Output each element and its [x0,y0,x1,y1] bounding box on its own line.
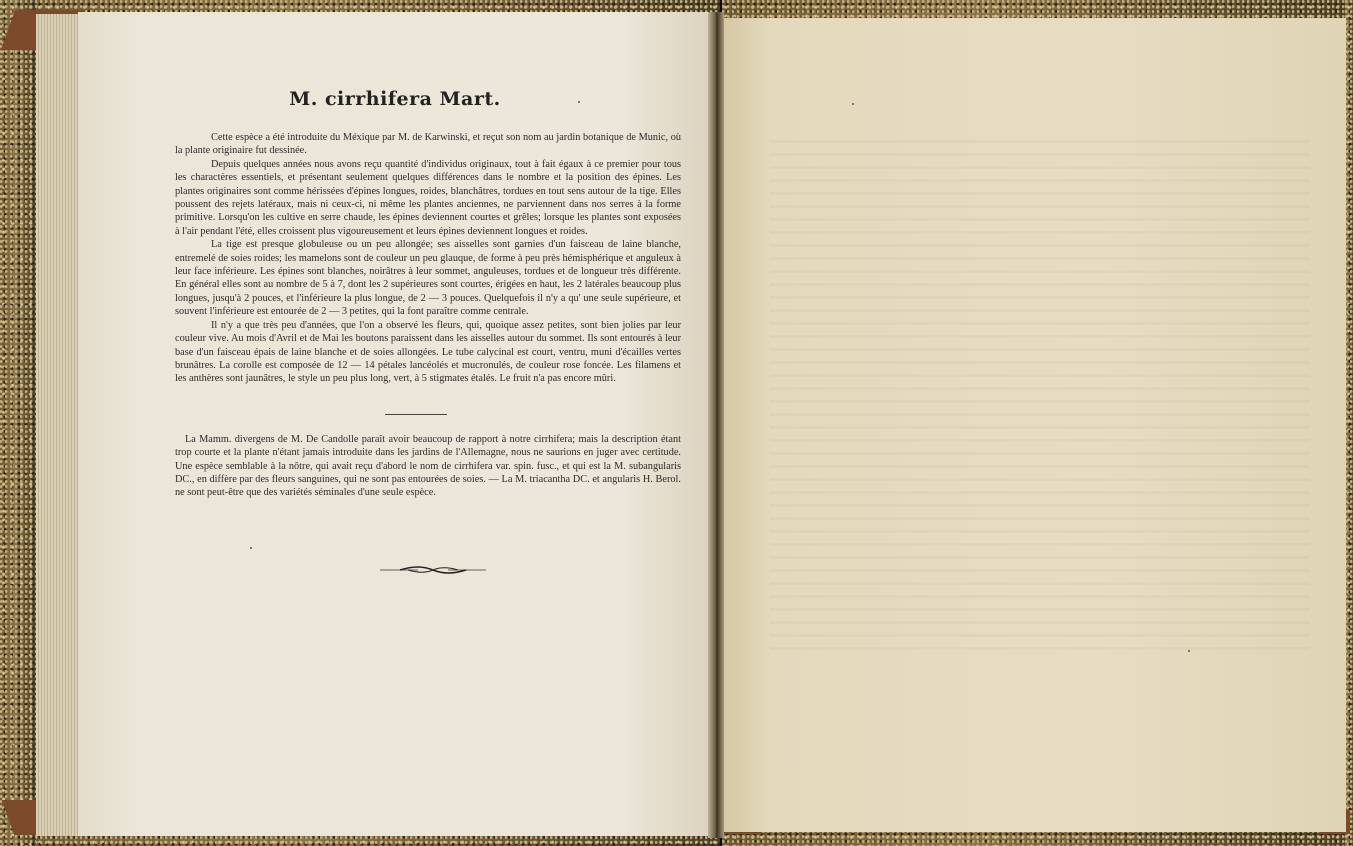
paragraph: Depuis quelques années nous avons reçu quantité d'individus originaux, tout à fait égaux à ce premier pour tous les charactères essentiels, et présentant seulement quelques différences dans le nombre et la position des épines. Les plantes originaires sont comme hérissées d'épines longues, roides, blanchâtres, tordues en tout sens autour de la tige. Elles poussent des rejets latéraux, mais ni ceux-ci, ni même les plantes anciennes, ne parviennent dans nos serres à la forme primitive. Lorsqu'on les cultive en serre chaude, les épines deviennent courtes et grêles; lorsque les plantes sont exposées à l'air pendant l'été, elles croissent plus vigoureusement et leurs épines deviennent longues et roides. [175,158,681,237]
paper-speck [578,101,580,103]
show-through-text [770,140,1310,660]
page-title: M. cirrhifera Mart. [289,88,501,110]
section-divider [385,414,447,415]
paper-speck [852,103,854,105]
marbled-board-top-right [722,0,1353,18]
note-text [175,433,681,499]
paper-speck [1188,650,1190,652]
paragraph: Il n'y a que très peu d'années, que l'on a observé les fleurs, qui, quoique assez petites, sont bien jolies par leur couleur vive. Au mois d'Avril et de Mai les boutons paraissent dans les aisselles autour du sommet. Ils sont entourés à leur base d'un faisceau épais de laine blanche et de soies allongées. Le tube calycinal est court, ventru, muni d'écailles vertes brunâtres. La corolle est composée de 12 — 14 pétales lancéolés et mucronulés, de couleur rose foncée. Les filamens et les anthères sont jaunâtres, le style un peu plus long, vert, à 5 stigmates étalés. Le fruit n'a pas encore mûri. [175,319,681,385]
marbled-board-right [1345,0,1353,846]
marbled-board-left [0,0,36,846]
paper-speck [250,547,252,549]
book-gutter [708,12,724,838]
paragraph: La tige est presque globuleuse ou un peu allongée; ses aisselles sont garnies d'un faisceau de laine blanche, entremelé de soies roides; les mamelons sont de couleur un peu glauque, de forme à peu près hémisphérique et anguleux à leur face inférieure. Les épines sont blanches, noirâtres à leur sommet, anguleuses, tordues et de longueur très différente. En général elles sont au nombre de 5 à 7, dont les 2 supérieures sont courtes, érigées en haut, les 2 latérales beaucoup plus longues, jusqu'à 2 pouces, et l'inférieure la plus longue, de 2 — 3 pouces. Quelquefois il n'y a qu' une seule supérieure, et souvent l'inférieure est entourée de 2 — 3 petites, qui la font paraître comme centrale. [175,239,681,318]
main-text [175,131,681,386]
marbled-board-bottom-right [722,830,1353,846]
page-edges [36,14,80,836]
note-paragraph: La Mamm. divergens de M. De Candolle paraît avoir beaucoup de rapport à notre cirrhifera; mais la description étant trop courte et la plante n'étant jamais introduite dans les jardins de l'Allemagne, nous ne saurions en juger avec certitude. Une espèce semblable à la nôtre, qui avait reçu d'abord le nom de cirrhifera var. spin. fusc., et qui est la M. subangularis DC., en diffère par des fleurs sanguines, qui ne sont pas entourées de soies. — La M. triacantha DC. et angularis H. Berol. ne sont peut-être que des variétés séminales d'une seule espèce. [175,434,681,499]
ornament-flourish [378,564,488,576]
paragraph: Cette espèce a été introduite du Méxique par M. de Karwinski, et reçut son nom au jardin botanique de Munic, où la plante originaire fut dessinée. [175,132,681,157]
